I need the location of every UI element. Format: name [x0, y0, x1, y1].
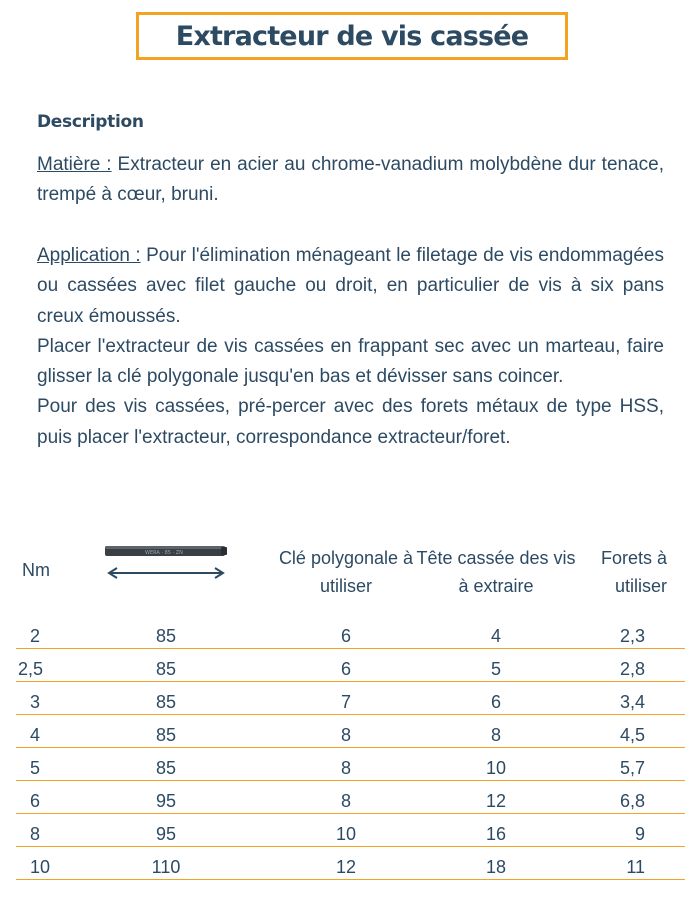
cell-forets: 5,7 — [576, 747, 685, 780]
cell-tete: 4 — [416, 608, 576, 648]
table-row — [16, 846, 685, 879]
cell-length: 85 — [56, 648, 276, 681]
matiere-label: Matière : — [37, 154, 112, 175]
page-title: Extracteur de vis cassée — [175, 20, 529, 52]
spec-table — [16, 542, 685, 880]
cell-length: 85 — [56, 681, 276, 714]
table-row — [16, 780, 685, 813]
cell-length: 110 — [56, 846, 276, 879]
cell-length: 85 — [56, 747, 276, 780]
matiere-text: Extracteur en acier au chrome-vanadium molybdène dur tenace, trempé à cœur, bruni. — [37, 154, 664, 206]
cell-nm: 4 — [16, 714, 56, 747]
cell-cle: 7 — [276, 681, 416, 714]
cell-cle: 8 — [276, 747, 416, 780]
cell-forets: 11 — [576, 846, 685, 879]
cell-cle: 8 — [276, 780, 416, 813]
cell-nm: 2,5 — [16, 648, 56, 681]
cell-forets: 4,5 — [576, 714, 685, 747]
application-text-1: Pour l'élimination ménageant le filetage de vis endommagées ou cassées avec filet gauche ou droit, en particulier de vis à six pans creux émoussés. — [37, 245, 664, 327]
cell-cle: 6 — [276, 608, 416, 648]
table-header-row — [16, 542, 685, 608]
header-length — [56, 542, 276, 608]
cell-forets: 2,8 — [576, 648, 685, 681]
table-row — [16, 608, 685, 648]
cell-tete: 5 — [416, 648, 576, 681]
cell-forets: 2,3 — [576, 608, 685, 648]
cell-forets: 9 — [576, 813, 685, 846]
application-paragraph-3: Pour des vis cassées, pré-percer avec des forets métaux de type HSS, puis placer l'extracteur, correspondance extracteur/foret. — [37, 396, 664, 448]
cell-length: 95 — [56, 780, 276, 813]
cell-nm: 2 — [16, 608, 56, 648]
cell-tete: 10 — [416, 747, 576, 780]
cell-nm: 10 — [16, 846, 56, 879]
spec-table-body — [16, 608, 685, 879]
matiere-paragraph — [37, 150, 664, 211]
cell-tete: 6 — [416, 681, 576, 714]
cell-forets: 6,8 — [576, 780, 685, 813]
extractor-length-icon — [103, 544, 229, 580]
cell-length: 85 — [56, 714, 276, 747]
table-row — [16, 747, 685, 780]
application-paragraph-1 — [37, 241, 664, 332]
application-section — [37, 241, 664, 453]
table-row — [16, 681, 685, 714]
cell-nm: 6 — [16, 780, 56, 813]
cell-nm: 8 — [16, 813, 56, 846]
cell-tete: 18 — [416, 846, 576, 879]
cell-tete: 12 — [416, 780, 576, 813]
header-cle: Clé polygonale à utiliser — [278, 548, 414, 596]
cell-length: 95 — [56, 813, 276, 846]
header-forets: Forets à utiliser — [600, 548, 667, 596]
cell-tete: 16 — [416, 813, 576, 846]
table-row — [16, 714, 685, 747]
cell-forets: 3,4 — [576, 681, 685, 714]
cell-cle: 6 — [276, 648, 416, 681]
header-nm: Nm — [22, 560, 50, 580]
cell-cle: 8 — [276, 714, 416, 747]
cell-length: 85 — [56, 608, 276, 648]
application-paragraph-2: Placer l'extracteur de vis cassées en frappant sec avec un marteau, faire glisser la clé polygonale jusqu'en bas et dévisser sans coincer. — [37, 335, 664, 388]
cell-cle: 10 — [276, 813, 416, 846]
cell-nm: 5 — [16, 747, 56, 780]
title-box — [136, 12, 568, 60]
table-row — [16, 648, 685, 681]
svg-text:WERA · 85 · ZN: WERA · 85 · ZN — [145, 550, 183, 556]
header-tete: Tête cassée des vis à extraire — [416, 548, 576, 596]
cell-tete: 8 — [416, 714, 576, 747]
table-row — [16, 813, 685, 846]
application-label: Application : — [37, 245, 141, 266]
section-heading: Description — [37, 112, 144, 132]
cell-nm: 3 — [16, 681, 56, 714]
cell-cle: 12 — [276, 846, 416, 879]
